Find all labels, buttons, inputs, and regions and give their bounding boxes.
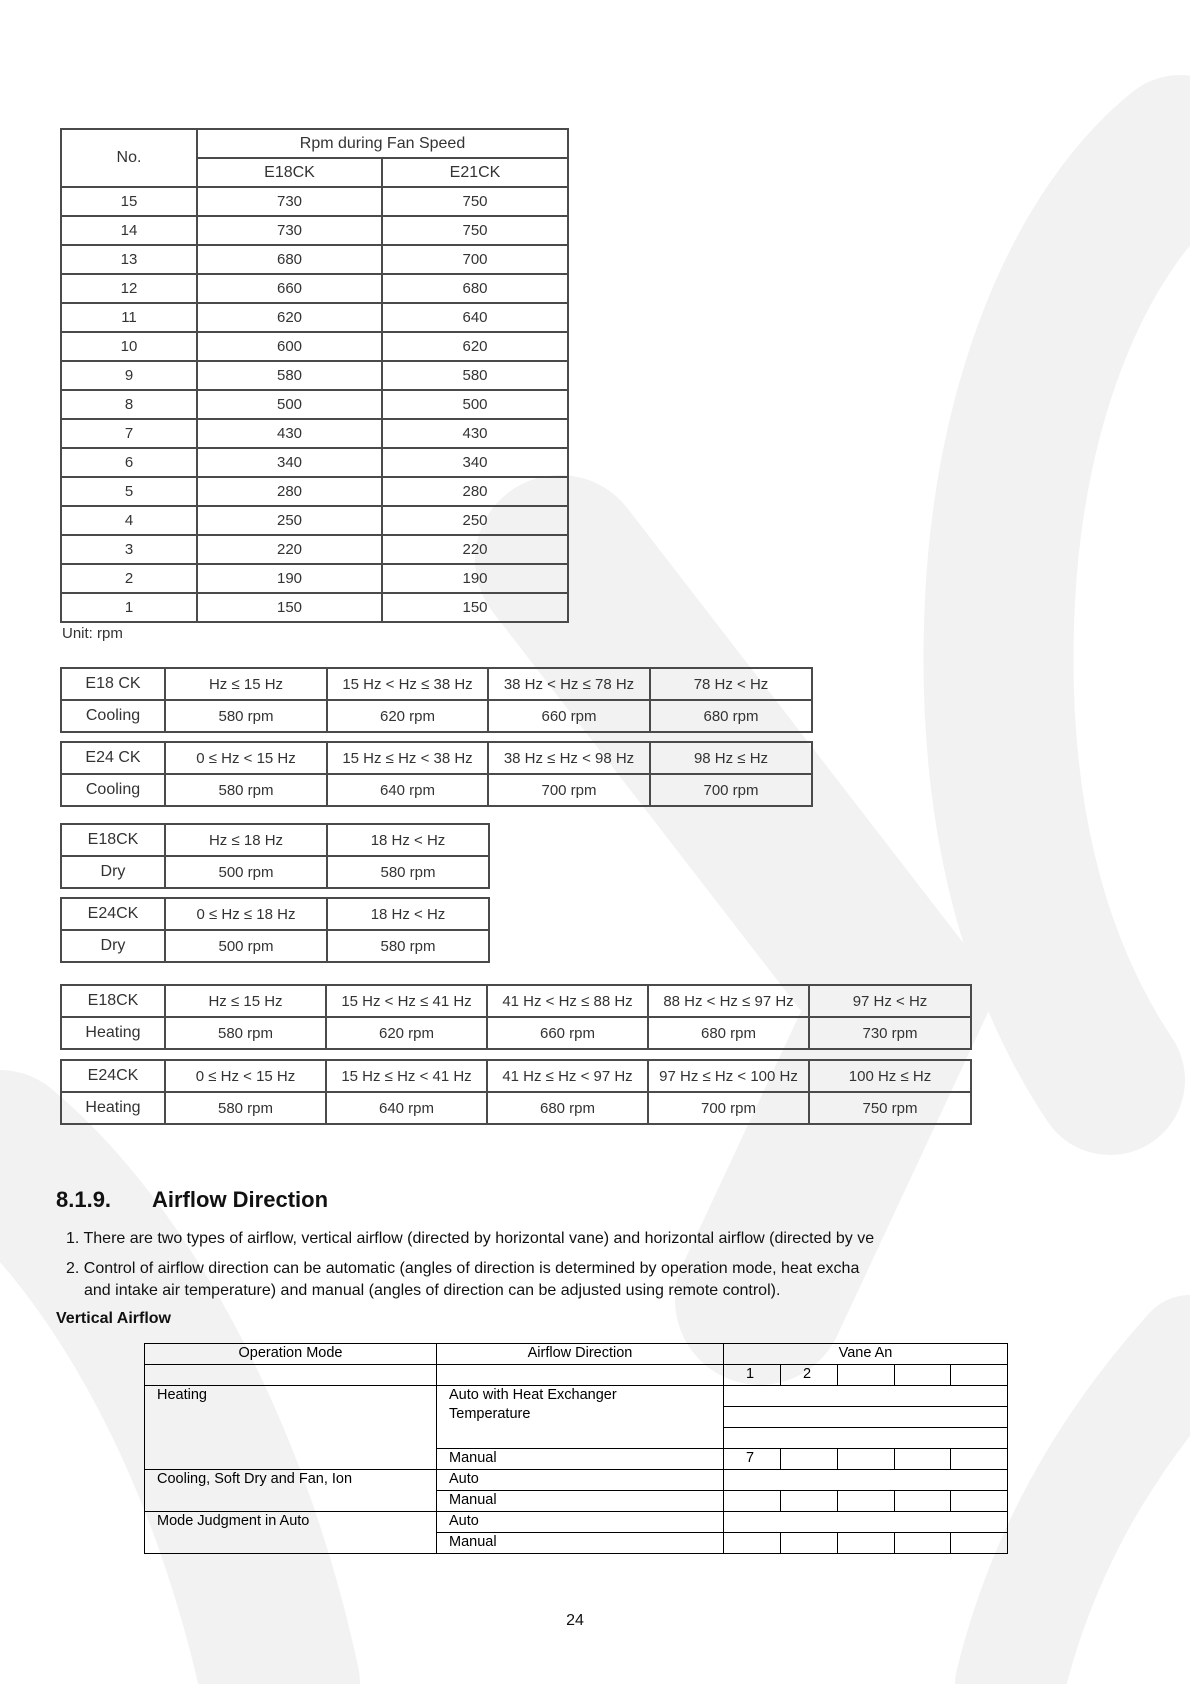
row-number: 3 xyxy=(61,535,197,564)
rpm-value: 220 xyxy=(197,535,382,564)
empty-cell xyxy=(145,1365,437,1386)
rpm-cell: 700 rpm xyxy=(488,774,650,806)
rpm-value: 700 xyxy=(382,245,568,274)
rpm-cell: 680 rpm xyxy=(487,1092,648,1124)
rpm-value: 430 xyxy=(382,419,568,448)
list-item-2 xyxy=(66,1258,859,1280)
mode-label: Dry xyxy=(61,856,165,888)
table-row xyxy=(61,506,568,535)
table-row xyxy=(61,593,568,622)
mode-label: Dry xyxy=(61,930,165,962)
empty-cell xyxy=(437,1365,724,1386)
list-item-1 xyxy=(66,1228,874,1250)
vane-value-cell xyxy=(781,1491,838,1512)
rpm-cell: 700 rpm xyxy=(650,774,812,806)
range-cell: 38 Hz ≤ Hz < 98 Hz xyxy=(488,742,650,774)
list-text-continued: and intake air temperature) and manual (angles of direction can be adjusted using remote control). xyxy=(84,1282,781,1299)
direction-manual: Manual xyxy=(437,1449,724,1470)
model-header: E21CK xyxy=(382,158,568,187)
row-number: 4 xyxy=(61,506,197,535)
rpm-value: 220 xyxy=(382,535,568,564)
rpm-cell: 640 rpm xyxy=(327,774,488,806)
direction-auto: Auto xyxy=(437,1470,724,1491)
cooling-table-e18 xyxy=(60,667,813,733)
model-label: E18 CK xyxy=(61,668,165,700)
model-label: E18CK xyxy=(61,824,165,856)
row-number: 1 xyxy=(61,593,197,622)
empty-cell xyxy=(838,1365,895,1386)
table-row xyxy=(61,303,568,332)
rpm-value: 600 xyxy=(197,332,382,361)
rpm-cell: 620 rpm xyxy=(326,1017,487,1049)
vane-number: 2 xyxy=(781,1365,838,1386)
vane-value-cell xyxy=(951,1449,1008,1470)
direction-text: Auto with Heat Exchanger xyxy=(449,1387,617,1403)
vane-value-cell xyxy=(781,1533,838,1554)
rpm-value: 190 xyxy=(382,564,568,593)
table-row xyxy=(61,448,568,477)
row-number: 6 xyxy=(61,448,197,477)
range-cell: 97 Hz < Hz xyxy=(809,985,971,1017)
range-cell: 15 Hz < Hz ≤ 41 Hz xyxy=(326,985,487,1017)
table-row xyxy=(61,477,568,506)
vane-value-cell xyxy=(838,1491,895,1512)
vane-value-cell xyxy=(724,1428,1008,1449)
empty-cell xyxy=(895,1365,951,1386)
model-label: E24CK xyxy=(61,1060,165,1092)
rpm-cell: 660 rpm xyxy=(488,700,650,732)
rpm-value: 580 xyxy=(197,361,382,390)
row-number: 12 xyxy=(61,274,197,303)
row-number: 15 xyxy=(61,187,197,216)
mode-label: Heating xyxy=(61,1092,165,1124)
list-marker: 1. xyxy=(66,1230,80,1247)
vane-number: 1 xyxy=(724,1365,781,1386)
rpm-cell: 730 rpm xyxy=(809,1017,971,1049)
range-cell: 97 Hz ≤ Hz < 100 Hz xyxy=(648,1060,809,1092)
table-row xyxy=(61,274,568,303)
range-cell: 18 Hz < Hz xyxy=(327,824,489,856)
row-number: 7 xyxy=(61,419,197,448)
row-number: 10 xyxy=(61,332,197,361)
table-row xyxy=(61,332,568,361)
cooling-table-e24 xyxy=(60,741,813,807)
rpm-value: 340 xyxy=(382,448,568,477)
vane-value-cell xyxy=(724,1512,1008,1533)
vane-value-cell xyxy=(781,1449,838,1470)
vane-value-cell xyxy=(724,1407,1008,1428)
rpm-cell: 750 rpm xyxy=(809,1092,971,1124)
rpm-cell: 580 rpm xyxy=(165,1017,326,1049)
rpm-cell: 580 rpm xyxy=(165,1092,326,1124)
range-cell: 15 Hz ≤ Hz < 38 Hz xyxy=(327,742,488,774)
rpm-cell: 580 rpm xyxy=(165,774,327,806)
vane-angle-table xyxy=(144,1343,1008,1554)
row-number: 2 xyxy=(61,564,197,593)
vane-value-cell xyxy=(724,1470,1008,1491)
rpm-value: 500 xyxy=(382,390,568,419)
row-number: 9 xyxy=(61,361,197,390)
dry-table-e18 xyxy=(60,823,490,889)
vane-value-cell xyxy=(724,1491,781,1512)
rpm-cell: 700 rpm xyxy=(648,1092,809,1124)
rpm-value: 250 xyxy=(382,506,568,535)
rpm-value: 620 xyxy=(197,303,382,332)
empty-cell xyxy=(951,1365,1008,1386)
rpm-value: 580 xyxy=(382,361,568,390)
model-label: E24CK xyxy=(61,898,165,930)
range-cell: 41 Hz < Hz ≤ 88 Hz xyxy=(487,985,648,1017)
rpm-cell: 580 rpm xyxy=(165,700,327,732)
row-number: 14 xyxy=(61,216,197,245)
range-cell: 38 Hz < Hz ≤ 78 Hz xyxy=(488,668,650,700)
model-label: E18CK xyxy=(61,985,165,1017)
rpm-value: 680 xyxy=(197,245,382,274)
rpm-cell: 500 rpm xyxy=(165,856,327,888)
page-number: 24 xyxy=(566,1612,584,1629)
unit-label: Unit: rpm xyxy=(62,625,123,642)
table-row xyxy=(61,535,568,564)
rpm-value: 280 xyxy=(382,477,568,506)
vane-value-cell xyxy=(951,1533,1008,1554)
row-number: 5 xyxy=(61,477,197,506)
rpm-cell: 580 rpm xyxy=(327,856,489,888)
range-cell: Hz ≤ 18 Hz xyxy=(165,824,327,856)
list-marker: 2. xyxy=(66,1260,80,1277)
rpm-value: 280 xyxy=(197,477,382,506)
model-label: E24 CK xyxy=(61,742,165,774)
rpm-cell: 500 rpm xyxy=(165,930,327,962)
rpm-cell: 680 rpm xyxy=(650,700,812,732)
range-cell: 41 Hz ≤ Hz < 97 Hz xyxy=(487,1060,648,1092)
mode-label: Cooling xyxy=(61,774,165,806)
table-row xyxy=(61,390,568,419)
range-cell: 98 Hz ≤ Hz xyxy=(650,742,812,774)
rpm-cell: 620 rpm xyxy=(327,700,488,732)
range-cell: 15 Hz ≤ Hz < 41 Hz xyxy=(326,1060,487,1092)
range-cell: 88 Hz < Hz ≤ 97 Hz xyxy=(648,985,809,1017)
heating-table-e18 xyxy=(60,984,972,1050)
model-header: E18CK xyxy=(197,158,382,187)
range-cell: 0 ≤ Hz ≤ 18 Hz xyxy=(165,898,327,930)
rpm-value: 430 xyxy=(197,419,382,448)
mode-label: Cooling xyxy=(61,700,165,732)
range-cell: 15 Hz < Hz ≤ 38 Hz xyxy=(327,668,488,700)
vane-value-cell xyxy=(895,1449,951,1470)
group-header: Rpm during Fan Speed xyxy=(197,129,568,158)
fan-speed-table-wrap xyxy=(60,128,569,642)
vane-value-cell xyxy=(724,1533,781,1554)
direction-manual: Manual xyxy=(437,1533,724,1554)
subheading: Vertical Airflow xyxy=(56,1310,171,1327)
rpm-value: 500 xyxy=(197,390,382,419)
vane-value-cell xyxy=(951,1491,1008,1512)
direction-manual: Manual xyxy=(437,1491,724,1512)
header-operation-mode: Operation Mode xyxy=(145,1344,437,1365)
rpm-value: 150 xyxy=(197,593,382,622)
rpm-value: 340 xyxy=(197,448,382,477)
range-cell: Hz ≤ 15 Hz xyxy=(165,668,327,700)
direction-text: Temperature xyxy=(449,1406,531,1422)
rpm-cell: 640 rpm xyxy=(326,1092,487,1124)
rpm-value: 250 xyxy=(197,506,382,535)
col-no-header: No. xyxy=(61,129,197,187)
rpm-cell: 580 rpm xyxy=(327,930,489,962)
rpm-cell: 660 rpm xyxy=(487,1017,648,1049)
rpm-value: 730 xyxy=(197,216,382,245)
rpm-value: 190 xyxy=(197,564,382,593)
mode-cooling: Cooling, Soft Dry and Fan, Ion xyxy=(145,1470,437,1512)
list-text: Control of airflow direction can be automatic (angles of direction is determined by operation mode, heat excha xyxy=(83,1260,860,1277)
header-vane-angle: Vane An xyxy=(724,1344,1008,1365)
header-airflow-direction: Airflow Direction xyxy=(437,1344,724,1365)
section-title: Airflow Direction xyxy=(152,1187,329,1212)
heating-table-e24 xyxy=(60,1059,972,1125)
mode-judgment: Mode Judgment in Auto xyxy=(145,1512,437,1554)
table-row xyxy=(61,245,568,274)
range-cell: 100 Hz ≤ Hz xyxy=(809,1060,971,1092)
rpm-value: 750 xyxy=(382,187,568,216)
table-row xyxy=(61,216,568,245)
list-text: There are two types of airflow, vertical airflow (directed by horizontal vane) and horizontal airflow (directed by ve xyxy=(83,1230,875,1247)
row-number: 11 xyxy=(61,303,197,332)
dry-table-e24 xyxy=(60,897,490,963)
rpm-value: 620 xyxy=(382,332,568,361)
range-cell: Hz ≤ 15 Hz xyxy=(165,985,326,1017)
vane-value-cell xyxy=(838,1533,895,1554)
rpm-value: 660 xyxy=(197,274,382,303)
rpm-value: 750 xyxy=(382,216,568,245)
vane-value-cell xyxy=(838,1449,895,1470)
direction-auto-heat xyxy=(437,1386,724,1449)
row-number: 13 xyxy=(61,245,197,274)
section-number: 8.1.9. xyxy=(56,1187,112,1212)
rpm-cell: 680 rpm xyxy=(648,1017,809,1049)
range-cell: 0 ≤ Hz < 15 Hz xyxy=(165,742,327,774)
vane-value-cell xyxy=(895,1491,951,1512)
table-row xyxy=(61,419,568,448)
mode-label: Heating xyxy=(61,1017,165,1049)
table-row xyxy=(61,564,568,593)
rpm-value: 640 xyxy=(382,303,568,332)
row-number: 8 xyxy=(61,390,197,419)
mode-heating: Heating xyxy=(145,1386,437,1470)
vane-value-cell xyxy=(724,1386,1008,1407)
direction-auto: Auto xyxy=(437,1512,724,1533)
range-cell: 78 Hz < Hz xyxy=(650,668,812,700)
fan-speed-table xyxy=(60,128,569,623)
range-cell: 18 Hz < Hz xyxy=(327,898,489,930)
rpm-value: 730 xyxy=(197,187,382,216)
vane-value-cell xyxy=(895,1533,951,1554)
table-row xyxy=(61,361,568,390)
rpm-value: 680 xyxy=(382,274,568,303)
table-row xyxy=(61,187,568,216)
rpm-value: 150 xyxy=(382,593,568,622)
range-cell: 0 ≤ Hz < 15 Hz xyxy=(165,1060,326,1092)
vane-value-cell: 7 xyxy=(724,1449,781,1470)
